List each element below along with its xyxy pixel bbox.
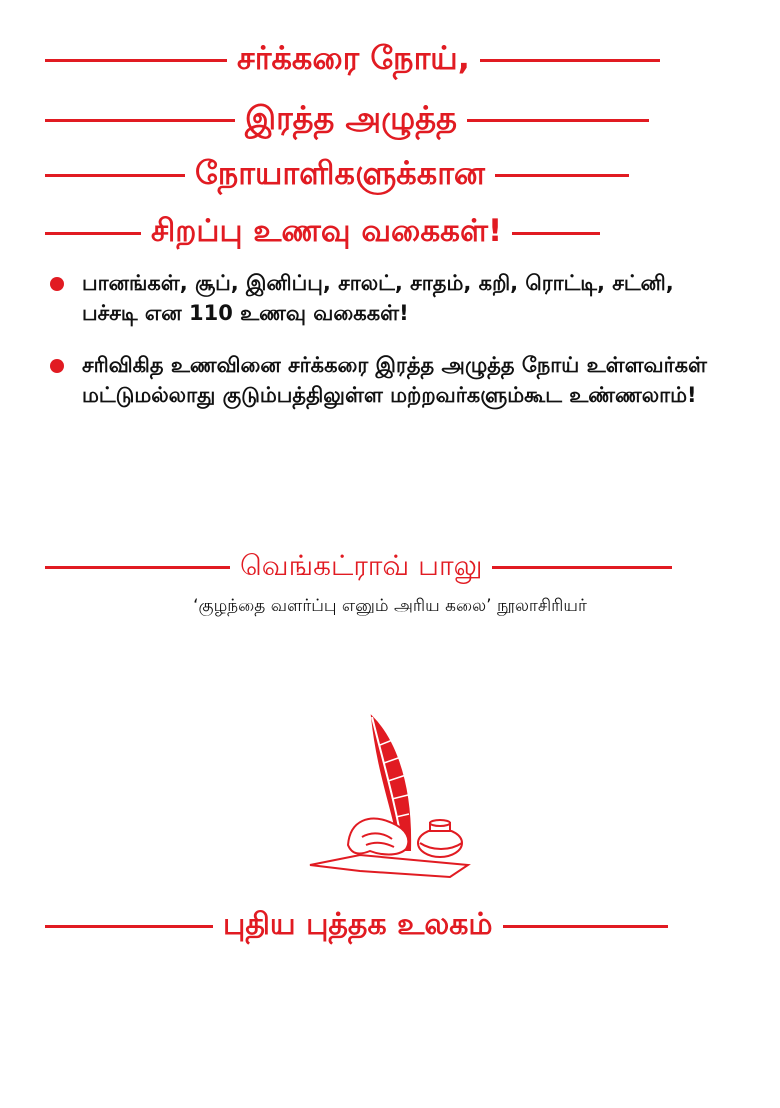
title-text-3: நோயாளிகளுக்கான bbox=[195, 154, 485, 192]
title-line-4 bbox=[0, 211, 780, 255]
divider-rule bbox=[467, 119, 649, 122]
divider-rule bbox=[45, 174, 185, 177]
feature-list bbox=[46, 268, 736, 432]
bullet-dot-icon bbox=[50, 277, 64, 291]
title-text-1: சர்க்கரை நோய், bbox=[237, 39, 470, 77]
publisher-name: புதிய புத்தக உலகம் bbox=[223, 906, 493, 942]
divider-rule bbox=[512, 232, 600, 235]
list-item bbox=[46, 268, 736, 328]
quill-inkpot-icon bbox=[300, 705, 480, 890]
title-text-2: இரத்த அழுத்த bbox=[245, 99, 457, 137]
title-line-3 bbox=[0, 153, 780, 197]
author-name: வெங்கட்ராவ் பாலு bbox=[240, 548, 483, 582]
list-item bbox=[46, 350, 736, 410]
divider-rule bbox=[503, 925, 668, 928]
divider-rule bbox=[492, 566, 672, 569]
author-subtitle: ‘குழந்தை வளர்ப்பு எனும் அரிய கலை’ நூலாசிரியர் bbox=[193, 596, 587, 616]
title-text-4: சிறப்பு உணவு வகைகள்! bbox=[151, 213, 503, 249]
divider-rule bbox=[45, 59, 227, 62]
title-line-2 bbox=[0, 98, 780, 142]
divider-rule bbox=[45, 119, 235, 122]
divider-rule bbox=[495, 174, 629, 177]
publisher-line bbox=[0, 904, 780, 948]
divider-rule bbox=[480, 59, 660, 62]
list-item-text: சரிவிகித உணவினை சர்க்கரை இரத்த அழுத்த நோய் உள்ளவர்கள் மட்டுமல்லாது குடும்பத்திலுள்ள மற்றவர்களும்கூட உண்ணலாம்! bbox=[82, 353, 707, 407]
list-item-text: பானங்கள், சூப், இனிப்பு, சாலட், சாதம், கறி, ரொட்டி, சட்னி, பச்சடி என 110 உணவு வகைகள்! bbox=[82, 271, 674, 325]
divider-rule bbox=[45, 925, 213, 928]
author-line bbox=[0, 546, 780, 588]
divider-rule bbox=[45, 232, 141, 235]
title-line-1 bbox=[0, 38, 780, 82]
divider-rule bbox=[45, 566, 230, 569]
bullet-dot-icon bbox=[50, 359, 64, 373]
